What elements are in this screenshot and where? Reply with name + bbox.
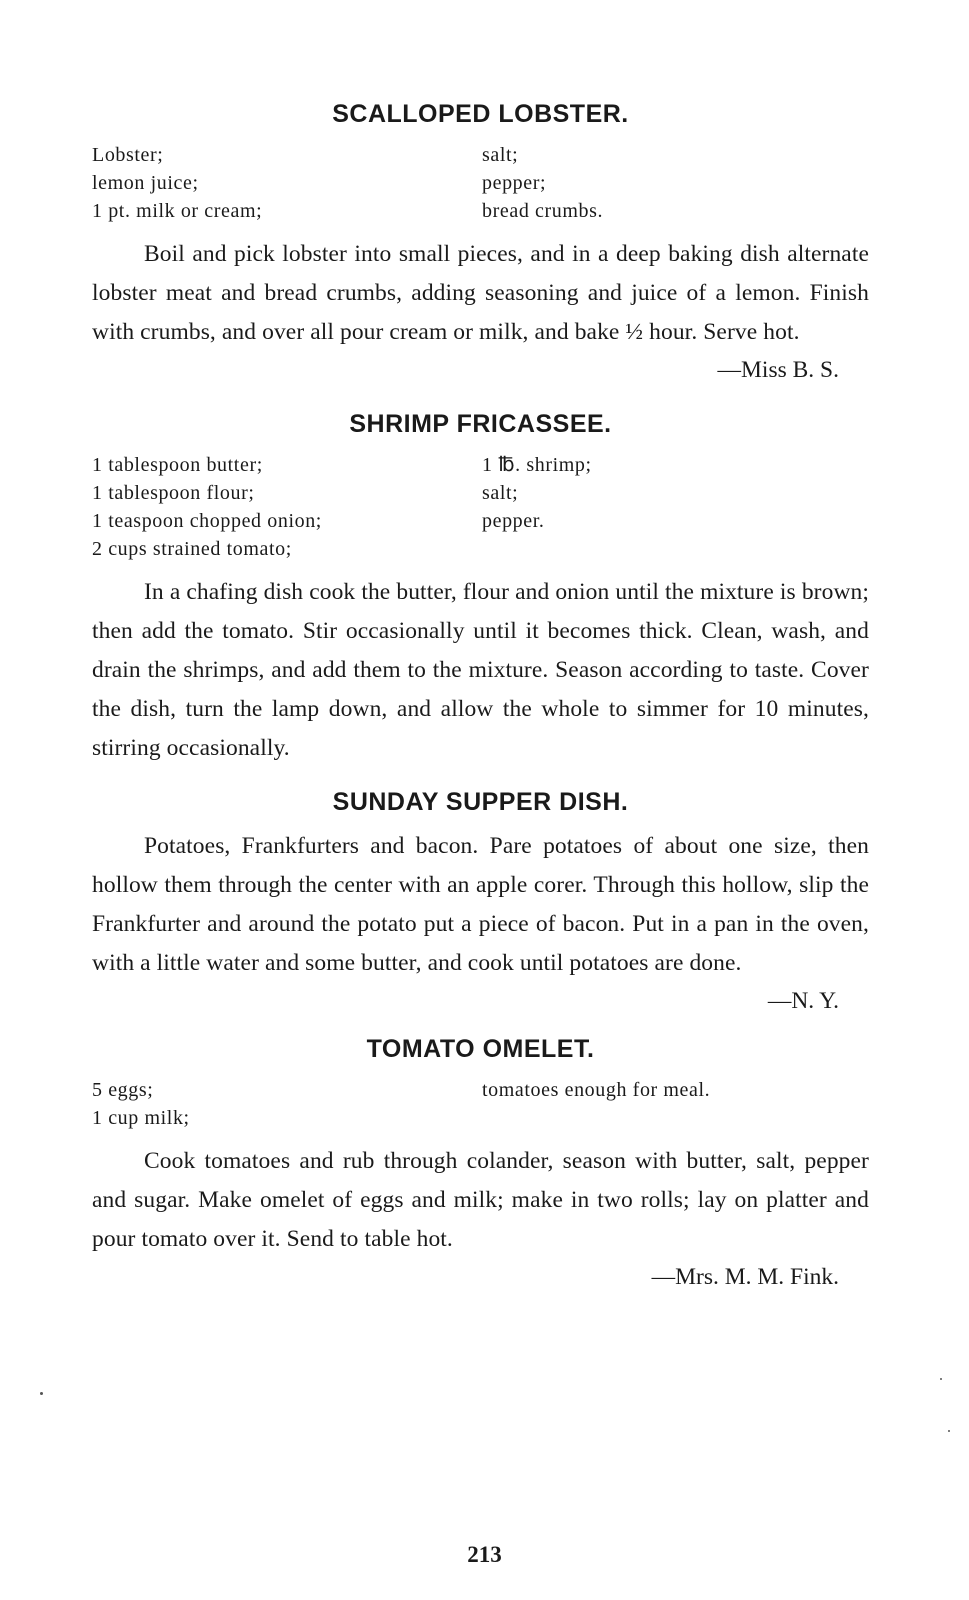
ingredient: 1 teaspoon chopped onion; <box>92 510 322 532</box>
recipe-instructions: Potatoes, Frankfurters and bacon. Pare potatoes of about one size, then hollow them through the center with an apple corer. Through this hollow, slip the Frankfurter and around the potato put a piece of bacon. Put in a pan in the oven, with a little water and some butter, and cook until potatoes are done. <box>92 833 869 976</box>
recipe-instructions: Boil and pick lobster into small pieces, and in a deep baking dish alternate lobster meat and bread crumbs, adding seasoning and juice of a lemon. Finish with crumbs, and over all pour cream or milk, and bake ½ hour. Serve hot. <box>92 241 869 345</box>
page-number: 213 <box>467 1542 502 1567</box>
ingredient: salt; <box>482 144 519 166</box>
recipe-sunday-supper-dish <box>92 788 869 1019</box>
recipe-attribution: —Mrs. M. M. Fink. <box>651 1264 839 1290</box>
recipe-title: TOMATO OMELET. <box>366 1035 595 1063</box>
ingredient: 5 eggs; <box>92 1079 154 1101</box>
scan-speck <box>940 1378 942 1380</box>
recipe-shrimp-fricassee <box>92 410 869 768</box>
recipe-title: SHRIMP FRICASSEE. <box>349 410 612 438</box>
ingredient: salt; <box>482 482 519 504</box>
ingredient: 1 tablespoon flour; <box>92 482 255 504</box>
ingredient: bread crumbs. <box>482 200 604 222</box>
ingredient: pepper; <box>482 172 547 194</box>
recipe-title: SUNDAY SUPPER DISH. <box>332 788 629 816</box>
ingredient-column-left <box>92 1076 482 1132</box>
ingredient-column-left <box>92 141 482 225</box>
recipe-instructions: Cook tomatoes and rub through colander, season with butter, salt, pepper and sugar. Make omelet of eggs and milk; make in two rolls; lay on platter and pour tomato over it. Send to table hot. <box>92 1148 869 1252</box>
ingredient: tomatoes enough for meal. <box>482 1079 711 1101</box>
ingredient-column-right <box>482 451 869 563</box>
recipe-scalloped-lobster <box>92 100 869 388</box>
scan-speck <box>948 1430 950 1432</box>
ingredient-list <box>92 451 869 563</box>
ingredient-list <box>92 1076 869 1132</box>
ingredient: Lobster; <box>92 144 164 166</box>
ingredient: 2 cups strained tomato; <box>92 538 292 560</box>
recipe-attribution: —N. Y. <box>767 988 839 1014</box>
recipe-instructions: In a chafing dish cook the butter, flour and onion until the mixture is brown; then add the tomato. Stir occasionally until it becomes thick. Clean, wash, and drain the shrimps, and add them to the mixture. Season according to taste. Cover the dish, turn the lamp down, and allow the whole to simmer for 10 minutes, stirring occasionally. <box>92 579 869 761</box>
ingredient: 1 ℔. shrimp; <box>482 454 592 476</box>
scan-speck <box>40 1392 43 1395</box>
ingredient: lemon juice; <box>92 172 199 194</box>
ingredient-column-right <box>482 1076 869 1132</box>
recipe-title: SCALLOPED LOBSTER. <box>332 100 629 128</box>
ingredient: 1 pt. milk or cream; <box>92 200 263 222</box>
ingredient-column-right <box>482 141 869 225</box>
recipe-tomato-omelet <box>92 1035 869 1295</box>
ingredient: 1 cup milk; <box>92 1107 190 1129</box>
ingredient-list <box>92 141 869 225</box>
ingredient: 1 tablespoon butter; <box>92 454 263 476</box>
ingredient-column-left <box>92 451 482 563</box>
ingredient: pepper. <box>482 510 545 532</box>
recipe-attribution: —Miss B. S. <box>717 357 839 383</box>
